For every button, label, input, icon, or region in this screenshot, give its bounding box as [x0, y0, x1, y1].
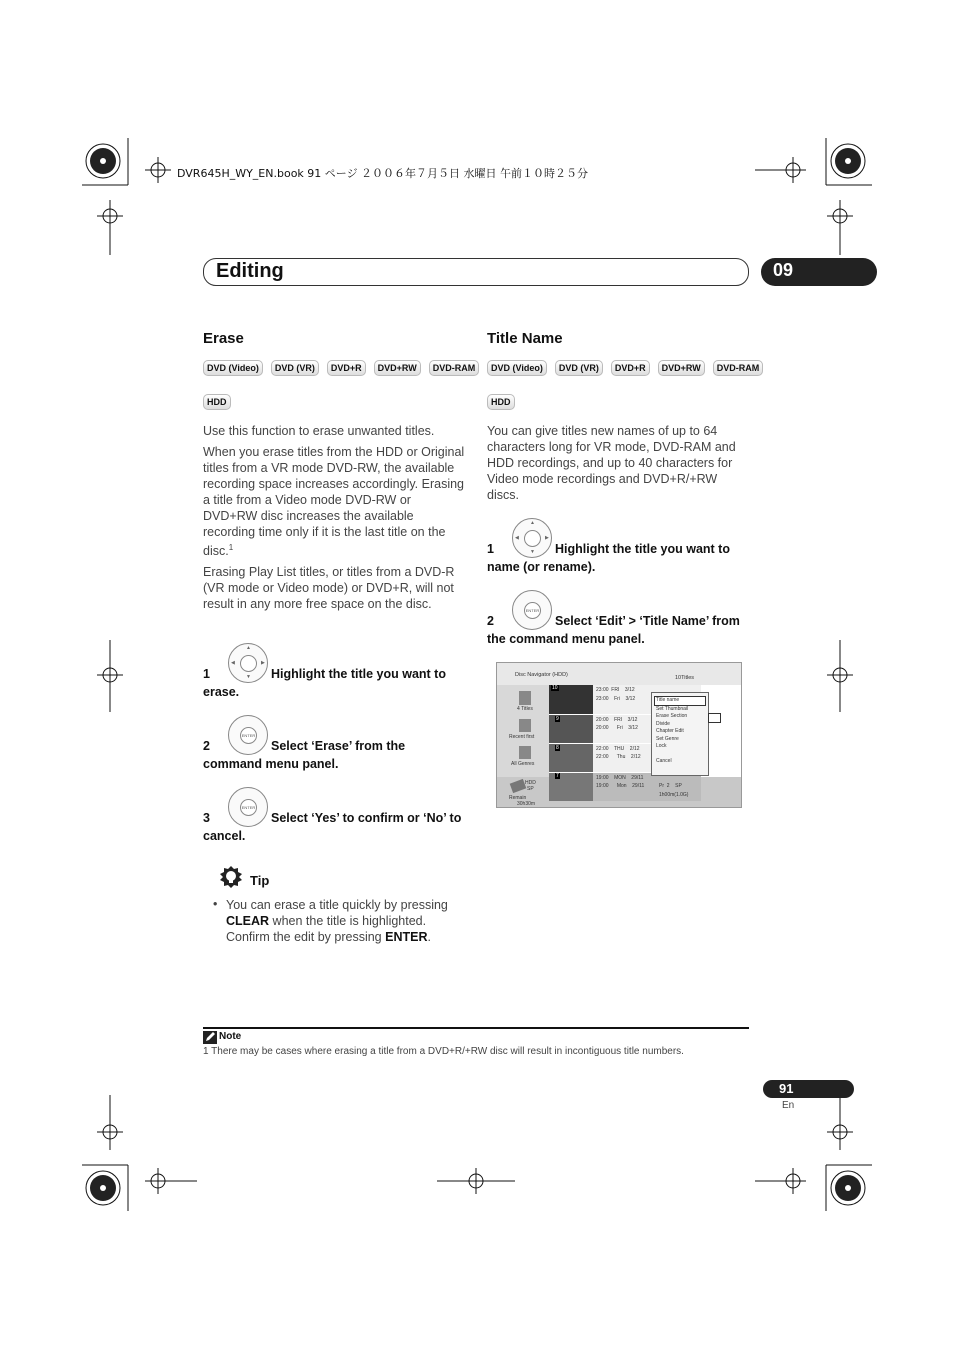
format-badges-title — [487, 360, 763, 376]
page-number: 91 — [779, 1081, 794, 1096]
recent-icon — [519, 719, 531, 732]
tip-lightbulb-icon — [218, 864, 244, 890]
tip-text-1: You can erase a title quickly by pressing — [226, 898, 448, 912]
tip-title: Tip — [250, 873, 270, 888]
hdd-badge: HDD — [203, 394, 231, 410]
bullet: • — [213, 897, 218, 911]
step-text: Highlight the title you want to name (or rename). — [487, 542, 730, 574]
side-recent: Recent first — [509, 734, 535, 740]
format-badge: DVD+RW — [658, 360, 705, 376]
arrow-down-icon: ▼ — [246, 674, 251, 680]
step-text: Select ‘Erase’ from the command menu panel. — [203, 739, 406, 771]
row-line-1: 20:00 FRI 3/12 — [596, 717, 638, 723]
step-number: 3 — [203, 811, 210, 825]
tip-text — [226, 897, 466, 945]
row-number: 7 — [556, 773, 559, 779]
section-title-bar — [203, 258, 749, 286]
row-channel: Pr 2 SP — [659, 783, 682, 789]
menu-item-set-thumbnail[interactable]: Set Thumbnail — [656, 705, 689, 712]
menu-item-lock[interactable]: Lock — [656, 743, 667, 749]
arrow-right-icon: ▶ — [261, 660, 265, 666]
file-header: DVR645H_WY_EN.book 91 ページ ２００６年７月５日 水曜日 午前１０時２５分 — [177, 167, 589, 180]
note-divider — [203, 1027, 749, 1029]
arrow-up-icon: ▲ — [530, 520, 535, 526]
erase-heading: Erase — [203, 330, 244, 347]
tip-key-enter: ENTER — [385, 930, 428, 944]
note-title: Note — [219, 1031, 242, 1042]
section-title: Editing — [216, 260, 284, 282]
erase-step-1 — [203, 665, 465, 701]
step-text: Select ‘Yes’ to confirm or ‘No’ to cancel. — [203, 811, 462, 843]
format-badge: DVD+R — [327, 360, 366, 376]
side-remain-time: 30h30m — [517, 801, 536, 807]
note-pencil-icon — [203, 1031, 217, 1044]
chapter-number: 09 — [773, 260, 794, 280]
format-badge: DVD-RAM — [429, 360, 480, 376]
side-titles: 4 Titles — [517, 706, 533, 712]
menu-item-cancel[interactable]: Cancel — [656, 757, 672, 764]
arrow-left-icon: ◀ — [515, 535, 519, 541]
menu-item-divide[interactable]: Divide — [656, 720, 670, 727]
selection-box — [708, 713, 721, 723]
titles-icon — [519, 691, 531, 705]
title-name-step-2 — [487, 612, 749, 648]
erase-para2 — [203, 444, 465, 559]
tip-key-clear: CLEAR — [226, 914, 270, 928]
chapter-tab — [761, 258, 877, 286]
step-text: Select ‘Edit’ > ‘Title Name’ from the command menu panel. — [487, 614, 740, 646]
erase-para3: Erasing Play List titles, or titles from a DVD-R (VR mode or Video mode) or DVD+R, will not result in any more free space on the disc. — [203, 565, 455, 611]
page-number-tab — [763, 1080, 854, 1098]
title-name-heading: Title Name — [487, 330, 563, 347]
format-badge: DVD (VR) — [555, 360, 603, 376]
hdd-badge-row-title — [487, 394, 515, 410]
row-line-2: 20:00 Fri 3/12 — [596, 725, 638, 731]
command-menu-list — [654, 696, 706, 765]
format-badge: DVD (VR) — [271, 360, 319, 376]
title-name-step-1 — [487, 540, 749, 576]
format-badge: DVD (Video) — [203, 360, 263, 376]
genres-icon — [519, 746, 531, 759]
erase-step-3 — [203, 809, 465, 845]
row-line-2: 19:00 Mon 29/11 — [596, 783, 645, 789]
enter-label: ENTER — [240, 727, 257, 744]
menu-item-chapter-edit[interactable]: Chapter Edit — [656, 728, 684, 734]
tip-text-2: when the title is highlighted. Confirm the edit by pressing — [226, 914, 427, 944]
row-line-1: 23:00 FRI 3/12 — [596, 687, 635, 693]
format-badge: DVD+R — [611, 360, 650, 376]
side-genres: All Genres — [511, 761, 535, 767]
row-duration: 1h00m(1.0G) — [659, 792, 689, 798]
arrow-up-icon: ▲ — [246, 645, 251, 651]
menu-item-set-genre[interactable]: Set Genre — [656, 735, 679, 742]
erase-para2-text: When you erase titles from the HDD or Original titles from a VR mode DVD-RW, the available recording space increases accordingly. Erasing a title from a Video mode DVD-RW or DVD+RW disc increases the available recording time only if it is the last title on the disc. — [203, 445, 465, 559]
arrow-down-icon: ▼ — [530, 549, 535, 555]
format-badges-erase — [203, 360, 479, 376]
enter-label: ENTER — [240, 799, 257, 816]
row-number: 8 — [556, 745, 559, 751]
command-menu — [651, 692, 709, 776]
note-text: 1 There may be cases where erasing a title from a DVD+R/+RW disc will result in incontiguous title numbers. — [203, 1046, 684, 1057]
step-number: 2 — [203, 739, 210, 753]
row-line-2: 23:00 Fri 3/12 — [596, 696, 636, 702]
side-hdd: HDD — [525, 780, 536, 786]
row-line-2: 22:00 Thu 2/12 — [596, 754, 641, 760]
row-number: 9 — [556, 716, 559, 722]
step-number: 1 — [203, 667, 210, 681]
format-badge: DVD (Video) — [487, 360, 547, 376]
step-number: 1 — [487, 542, 494, 556]
menu-item-title-name[interactable]: Title name — [654, 696, 706, 706]
hdd-badge: HDD — [487, 394, 515, 410]
arrow-right-icon: ▶ — [545, 535, 549, 541]
page-language: En — [782, 1100, 795, 1111]
tip-text-3: . — [427, 930, 431, 944]
hdd-badge-row-erase — [203, 394, 231, 410]
row-line-1: 19:00 MON 29/11 — [596, 775, 644, 781]
format-badge: DVD-RAM — [713, 360, 764, 376]
menu-item-erase-section[interactable]: Erase Section — [656, 713, 688, 719]
title-name-intro: You can give titles new names of up to 64 characters long for VR mode, DVD-RAM and HDD recordings, and up to 40 characters for Video mode recordings and DVD+R/+RW discs. — [487, 424, 736, 502]
erase-step-2 — [203, 737, 465, 773]
row-number: 10 — [552, 685, 558, 691]
step-number: 2 — [487, 614, 494, 628]
screen-title-count: 10Titles — [675, 675, 695, 681]
footnote-ref: 1 — [228, 543, 234, 552]
enter-label: ENTER — [524, 602, 541, 619]
disc-navigator-screenshot — [496, 662, 742, 808]
side-sp: SP — [527, 786, 534, 792]
erase-intro: Use this function to erase unwanted titles. — [203, 424, 435, 438]
row-line-1: 22:00 THU 2/12 — [596, 746, 640, 752]
screen-header-title: Disc Navigator (HDD) — [515, 672, 568, 678]
step-text: Highlight the title you want to erase. — [203, 667, 446, 699]
format-badge: DVD+RW — [374, 360, 421, 376]
side-remain: Remain — [509, 795, 527, 801]
arrow-left-icon: ◀ — [231, 660, 235, 666]
